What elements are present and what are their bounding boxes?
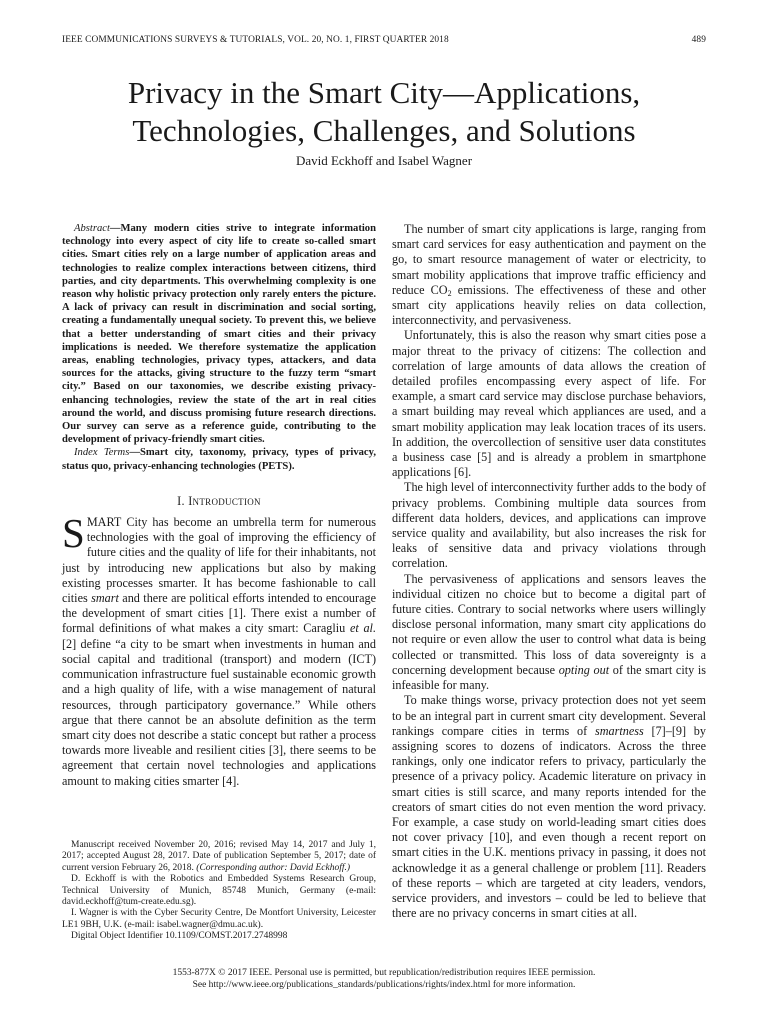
title-line-1: Privacy in the Smart City—Applications, [127,75,641,110]
section-heading [62,494,376,509]
journal-name: IEEE COMMUNICATIONS SURVEYS & TUTORIALS, VOL. 20, NO. 1, FIRST QUARTER 2018 [62,35,449,45]
abstract-label: Abstract [74,223,110,234]
paper-title [0,74,768,150]
section-title: Introduction [188,493,261,508]
body-paragraph-3: The high level of interconnectivity further adds to the body of privacy problems. Combining multiple data sources from different data holders, devices, and applications can improve service quality and availability, but also increases the risk for leaks of sensitive data and privacy violations through correlation. [392,480,706,571]
intro-text-c: [2] define “a city to be smart when investments in human and social capital and traditional (transport) and modern (ICT) communication infrastructure fuel sustainable economic growth and a high quality of life, with a wise management of natural resources, through participatory governance.” While others argue that there cannot be an absolute definition as the term smart city does not describe a static concept but rather a process towards more liveable and resilient cities [3], there seems to be agreement that certain novel technologies and applications amount to making cities smarter [4]. [62,636,376,788]
footnote-corresponding: (Corresponding author: David Eckhoff.) [196,862,351,873]
title-line-2: Technologies, Challenges, and Solutions [132,113,636,148]
body-paragraph-4 [392,572,706,694]
p5-text-b: [7]–[9] by assigning scores to dozens of indicators. Across the three rankings, only one indicator refers to privacy, particularly the presence of a privacy policy. Academic literature on privacy in smart cities is still scarce, and many reports intended for the creators of smart cities do not even mention the word privacy. For example, a case study on world-leading smart cities does not cover privacy [10], and even though a recent report on smart cities in the U.K. mentions privacy in passing, it does not acknowledge it as a general challenge or problem [11]. Readers of these reports – which are targeted at city leaders, vendors, service providers, and investors – could be led to believe that there are no privacy concerns in smart cities at all. [392,723,706,921]
authors: David Eckhoff and Isabel Wagner [295,153,473,168]
p1-text-b: emissions. The effectiveness of these and other smart city applications heavily relies on data collection, interconnectivity, and pervasiveness. [392,282,707,328]
p4-text-a: The pervasiveness of applications and sensors leaves the individual citizen no choice but to become a digital part of future cities. Contrary to social networks where users willingly disclose personal information, many smart city applications do not require or even allow the user to control what data is being collected or transmitted. This loss of data sovereignty is a concerning development because [392,571,706,677]
p5-emphasis: smartness [594,723,644,738]
right-column [392,222,706,921]
p1-text-a: The number of smart city applications is large, ranging from smart card services for easy authentication and payment on the go, to smart resource management of water or electricity, to smart mobility applications that improve traffic efficiency and reduce CO [392,222,706,297]
p5-text-a: To make things worse, privacy protection does not yet seem to be an integral part in current smart city development. Several rankings compare cities in terms of [392,693,706,738]
abstract-text: —Many modern cities strive to integrate information technology into every aspect of city life to create so-called smart cities. Smart cities rely on a large number of application areas and technologies to realize complex interactions between citizens, third parties, and city departments. This overwhelming complexity is one reason why holistic privacy protection only rarely enters the picture. A lack of privacy can result in discrimination and social sorting, creating a fundamentally unequal society. To prevent this, we believe that a better understanding of smart cities and their privacy implications is needed. We therefore systematize the application areas, enabling technologies, privacy types, attackers, and data sources for the attacks, giving structure to the fuzzy term “smart city.” Based on our taxonomies, we describe existing privacy-enhancing technologies, review the state of the art in real cities around the world, and discuss promising future research directions. Our survey can serve as a reference guide, contributing to the development of privacy-friendly smart cities. [62,223,376,446]
footnote-eckhoff: D. Eckhoff is with the Robotics and Embedded Systems Research Group, Technical University of Munich, 85748 Munich, Germany (e-mail: david.eckhoff@tum-create.edu.sg). [62,874,376,908]
drop-cap: S [62,510,85,557]
body-paragraph-2: Unfortunately, this is also the reason why smart cities pose a major threat to the privacy of citizens: The collection and correlation of large amounts of data allows the creation of detailed profiles encompassing every aspect of life. For example, a smart card service may disclose purchase behaviors, a smart building may reveal which appliances are used, and a smart mobility application may leak location traces of its users. In addition, the overcollection of sensitive user data constitutes a business case [5] and is already a problem in smartphone applications [6]. [392,328,706,480]
rights-link-line: See http://www.ieee.org/publications_standards/publications/rights/index.html for more information. [192,980,576,990]
intro-text-b: and there are political efforts intended to encourage the development of smart cities [1]. There exist a number of formal definitions of what makes a city smart: Caragliu [62,591,376,636]
intro-emphasis-etal: et al. [349,621,376,636]
index-terms [62,446,376,472]
footnote-dates: Manuscript received November 20, 2016; revised May 14, 2017 and July 1, 2017; accepted August 28, 2017. Date of publication September 5, 2017; date of current version February 26, 2018. [62,840,376,873]
co2-subscript: 2 [447,288,452,298]
intro-emphasis-smart: smart [91,591,119,606]
footnote-manuscript [62,840,376,874]
intro-paragraph [62,510,376,789]
copyright-footer [0,967,768,991]
footnotes [62,840,376,943]
body-paragraph-5 [392,693,706,921]
index-terms-text: —Smart city, taxonomy, privacy, types of privacy, status quo, privacy-enhancing technologies (PETS). [62,447,376,472]
p4-text-b: of the smart city is infeasible for many. [392,662,706,693]
intro-first-word: MART [86,515,122,530]
index-terms-label: Index Terms [74,447,130,459]
footnote-doi: Digital Object Identifier 10.1109/COMST.2017.2748998 [71,931,288,942]
page-number: 489 [691,35,706,45]
section-numeral: I. [177,493,185,508]
body-paragraph-1 [392,222,706,328]
footnote-wagner: I. Wagner is with the Cyber Security Centre, De Montfort University, Leicester LE1 9BH, U.K. (e-mail: isabel.wagner@dmu.ac.uk). [62,908,376,930]
abstract [62,222,376,446]
intro-text-a: City has become an umbrella term for numerous technologies with the goal of improving the efficiency of future cities and the quality of life for their inhabitants, not just by introducing new applications but also by making existing processes smarter. It has become fashionable to call cities [62,515,376,606]
copyright-line: 1553-877X © 2017 IEEE. Personal use is permitted, but republication/redistribution requires IEEE permission. [172,968,596,978]
running-head [62,35,706,45]
left-column [62,222,376,789]
p4-emphasis: opting out [558,662,610,677]
